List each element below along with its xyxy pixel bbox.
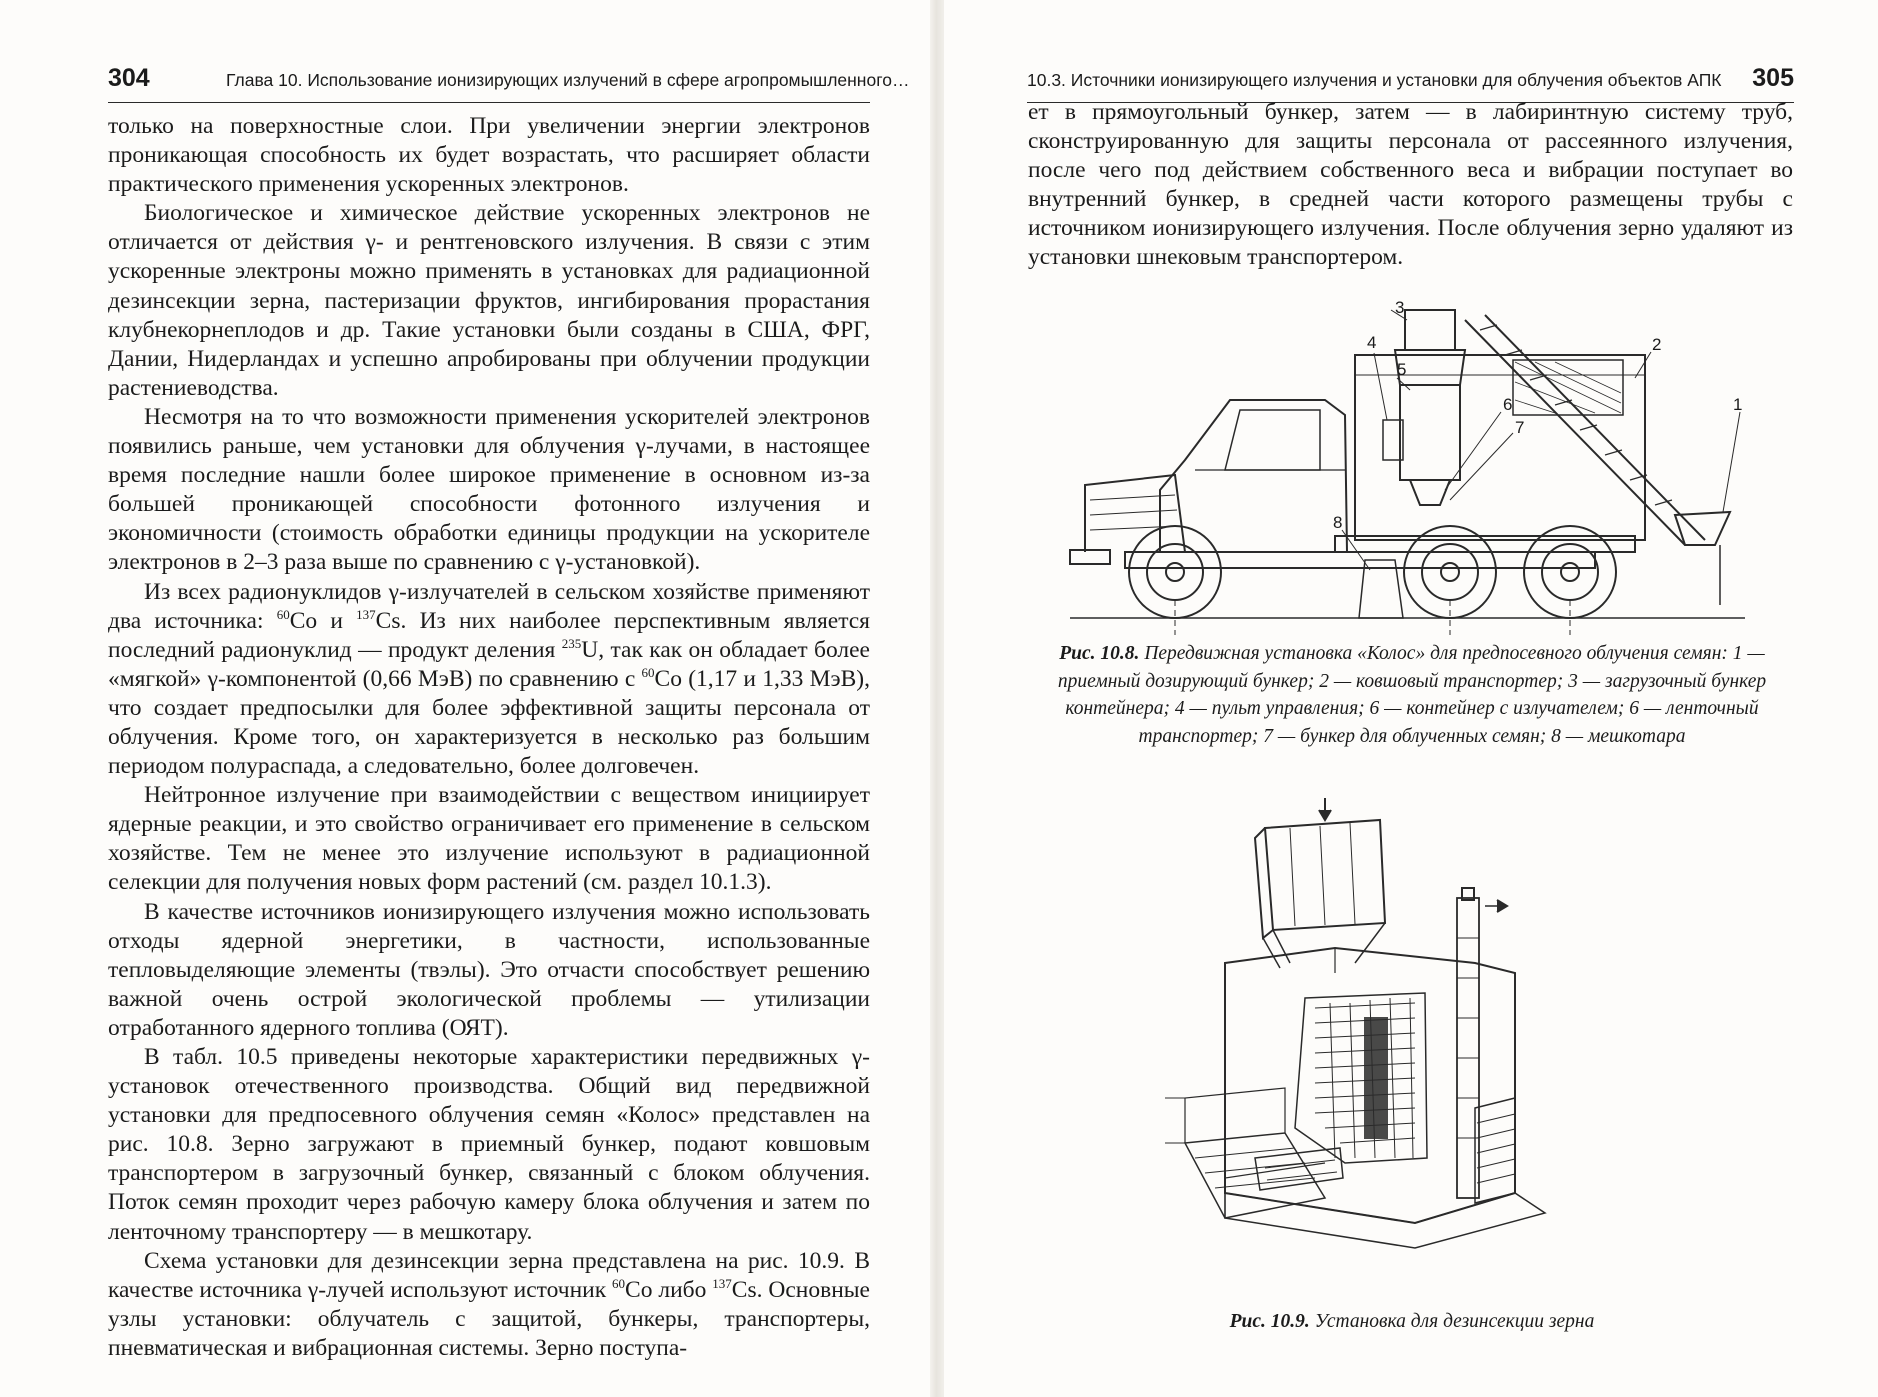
figure-10-8-caption-text: Передвижная установка «Колос» для предпосевного облучения семян: 1 — приемный дозирующий бункер; 2 — ковшовый транспортер; 3 — загрузочный бункер контейнера; 4 — пульт управления; 6 — контейнер с излучателем; 6 — ленточный транспортер; 7 — бункер для облученных семян; 8 — мешкотара [1057, 643, 1767, 747]
left-running-header [108, 62, 910, 103]
paragraph: Несмотря на то что возможности применения ускорителей электронов появились раньше, чем установки для облучения γ-лучами, в настоящее время последние нашли более широкое применение в основном из-за большей проникающей способности фотонного излучения и экономичности (стоимость обработки единицы продукции на ускорителе электронов в 2–3 раза выше по сравнению с γ-установкой). [108, 403, 870, 576]
paragraph: В качестве источников ионизирующего излучения можно использовать отходы ядерной энергетики, в частности, использованные тепловыделяющие элементы (твэлы). Это отчасти способствует решению важной очень острой экологической проблемы — утилизации отработанного ядерного топлива (ОЯТ). [108, 898, 870, 1041]
figure-10-9-label: Рис. 10.9. [1229, 1311, 1310, 1332]
paragraph: только на поверхностные слои. При увеличении энергии электронов проникающая способность их будет возрастать, что расширяет области практического применения ускоренных электронов. [108, 113, 870, 198]
figure-10-8-label: Рис. 10.8. [1059, 643, 1140, 664]
left-page-number: 304 [108, 64, 150, 92]
right-page-number: 305 [1752, 64, 1794, 92]
figure-10-9-caption-text: Установка для дезинсекции зерна [1314, 1311, 1595, 1332]
left-body-text [108, 112, 870, 1363]
figure-10-9-caption [1027, 1308, 1797, 1336]
callout-6: 6 [1503, 395, 1513, 414]
right-running-head: 10.3. Источники ионизирующего излучения и установки для облучения объектов АПК [1027, 70, 1722, 90]
callout-1: 1 [1733, 395, 1743, 414]
right-body-text [1028, 98, 1793, 273]
figure-10-8-truck-illustration [1065, 300, 1755, 645]
callout-5: 5 [1397, 360, 1407, 379]
callout-4: 4 [1367, 333, 1377, 352]
figure-10-8-caption [1027, 640, 1797, 750]
paragraph: Нейтронное излучение при взаимодействии с веществом инициирует ядерные реакции, и это свойство ограничивает его применение в сельском хозяйстве. Тем не менее это излучение используют в радиационной селекции для получения новых форм растений (см. раздел 10.1.3). [108, 782, 870, 896]
callout-7: 7 [1515, 418, 1525, 437]
paragraph: Схема установки для дезинсекции зерна представлена на рис. 10.9. В качестве источника γ-лучей используют источник $^{60}$Co либо $^{137}$Cs. Основные узлы установки: облучатель с защитой, бункеры, транспортеры, пневматическая и вибрационная системы. Зерно поступа- [108, 1247, 870, 1361]
callout-2: 2 [1652, 335, 1662, 354]
paragraph: В табл. 10.5 приведены некоторые характеристики передвижных γ-установок отечественного производства. Общий вид передвижной установки для предпосевного облучения семян «Колос» представлен на рис. 10.8. Зерно загружают в приемный бункер, подают ковшовым транспортером в загрузочный бункер, связанный с блоком облучения. Поток семян проходит через рабочую камеру блока облучения и затем по ленточному транспортеру — в мешкотару. [108, 1044, 870, 1245]
left-running-head: Глава 10. Использование ионизирующих излучений в сфере агропромышленного… [226, 70, 910, 90]
callout-8: 8 [1333, 513, 1343, 532]
paragraph: ет в прямоугольный бункер, затем — в лабиринтную систему труб, сконструированную для защиты персонала от рассеянного излучения, после чего под действием собственного веса и вибрации поступает во внутренний бункер, в средней части которого размещены трубы с источником ионизирующего излучения. После облучения зерно удаляют из установки шнековым транспортером. [1028, 99, 1793, 271]
figure-10-9-installation-illustration [1165, 798, 1610, 1288]
right-running-header [1027, 62, 1794, 103]
callout-3: 3 [1395, 300, 1405, 317]
paragraph: Биологическое и химическое действие ускоренных электронов не отличается от действия γ- и рентгеновского излучения. В связи с этим ускоренные электроны можно применять в установках для радиационной дезинсекции зерна, пастеризации фруктов, ингибирования прорастания клубнекорнеплодов и др. Такие установки были созданы в США, ФРГ, Дании, Нидерландах и успешно апробированы при облучении продукции растениеводства. [108, 200, 870, 401]
paragraph: Из всех радионуклидов γ-излучателей в сельском хозяйстве применяют два источника: $^{60}$Co и $^{137}$Cs. Из них наиболее перспективным является последний радионуклид — продукт деления $^{235}$U, так как он обладает более «мягкой» γ-компонентой (0,66 МэВ) по сравнению с $^{60}$Co (1,17 и 1,33 МэВ), что создает предпосылки для более эффективной защиты персонала от облучения. Кроме того, он характеризуется в несколько раз большим периодом полураспада, а следовательно, более долговечен. [108, 578, 870, 780]
